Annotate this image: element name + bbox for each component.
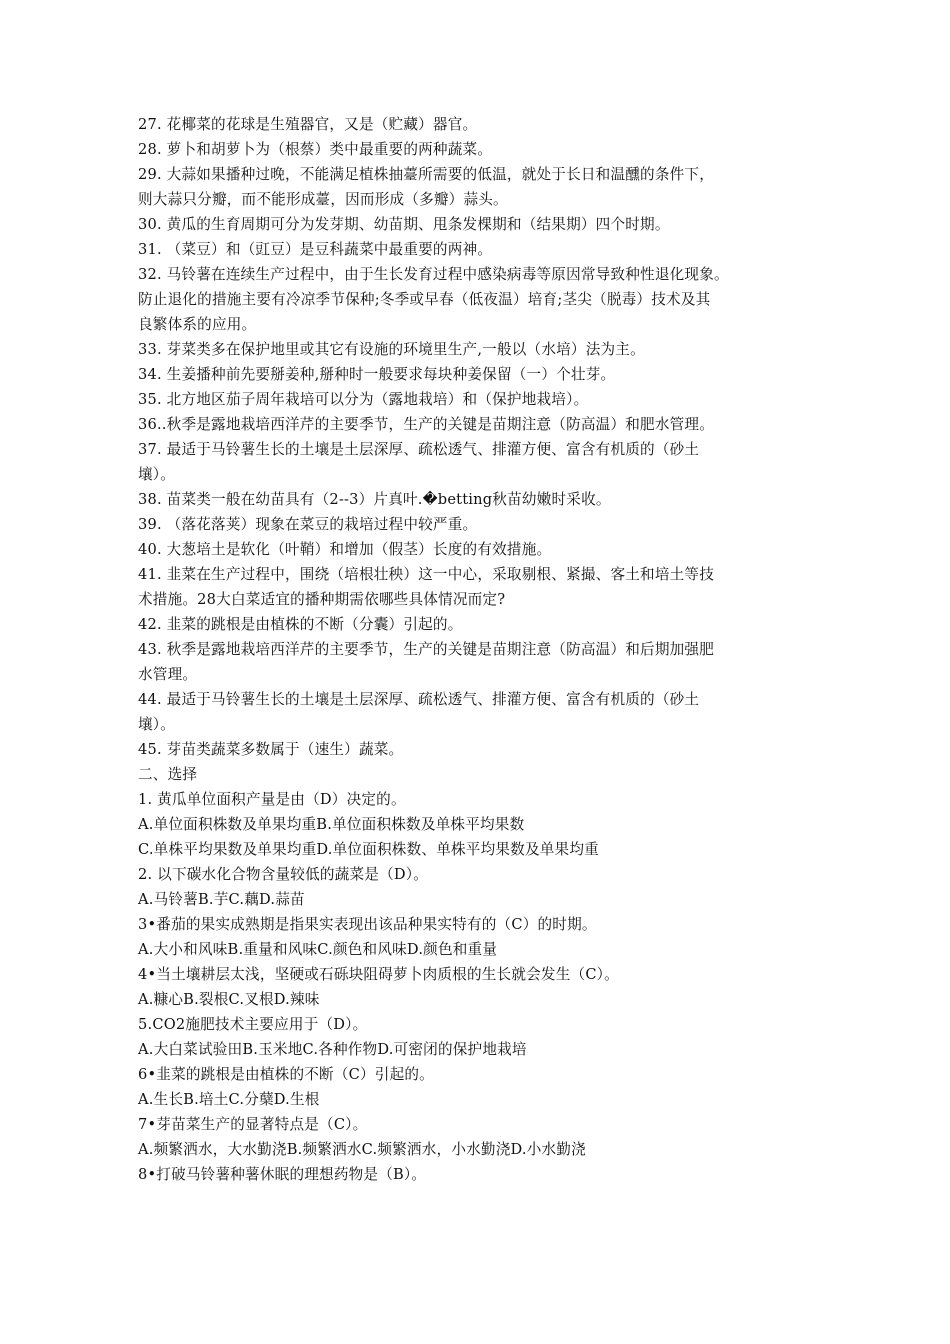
- document-body: [138, 112, 828, 1187]
- question-line: 7•芽苗菜生产的显著特点是（C）。: [138, 1116, 368, 1133]
- text-line: 37. 最适于马铃薯生长的土壤是土层深厚、疏松透气、排灌方便、富含有机质的（砂土: [138, 441, 700, 458]
- question-line: 3•番茄的果实成熟期是指果实表现出该品种果实特有的（C）的时期。: [138, 916, 597, 933]
- options-line: A.大白菜试验田B.玉米地C.各种作物D.可密闭的保护地栽培: [138, 1041, 527, 1058]
- text-line: 29. 大蒜如果播种过晚，不能满足植株抽薹所需要的低温，就处于长日和温醺的条件下，: [138, 166, 715, 183]
- text-line: 44. 最适于马铃薯生长的土壤是土层深厚、疏松透气、排灌方便、富含有机质的（砂土: [138, 691, 700, 708]
- question-line: 2. 以下碳水化合物含量较低的蔬菜是（D）。: [138, 866, 429, 883]
- text-line: 40. 大葱培土是软化（叶鞘）和增加（假茎）长度的有效措施。: [138, 541, 552, 558]
- options-line: A.生长B.培土C.分蘖D.生根: [138, 1091, 320, 1108]
- text-line: 42. 韭菜的跳根是由植株的不断（分囊）引起的。: [138, 616, 463, 633]
- text-line: 34. 生姜播种前先要掰姜种,掰种时一般要求每块种姜保留（一）个壮芽。: [138, 366, 616, 383]
- text-line: 35. 北方地区茄子周年栽培可以分为（露地栽培）和（保护地栽培）。: [138, 391, 589, 408]
- text-line: 30. 黄瓜的生育周期可分为发芽期、幼苗期、甩条发棵期和（结果期）四个时期。: [138, 216, 670, 233]
- text-line: 则大蒜只分瓣，而不能形成薹，因而形成（多瓣）蒜头。: [138, 191, 508, 208]
- text-line: 45. 芽苗类蔬菜多数属于（速生）蔬菜。: [138, 741, 404, 758]
- question-line: 5.CO2施肥技术主要应用于（D）。: [138, 1016, 368, 1033]
- text-line: 水管理。: [138, 666, 198, 683]
- options-line: A.频繁洒水，大水勤浇B.频繁洒水C.频繁洒水，小水勤浇D.小水勤浇: [138, 1141, 586, 1158]
- text-line: 27. 花椰菜的花球是生殖器官，又是（贮藏）器官。: [138, 116, 478, 133]
- text-line: 33. 芽菜类多在保护地里或其它有设施的环境里生产,一般以（水培）法为主。: [138, 341, 645, 358]
- text-line: 防止退化的措施主要有冷凉季节保种;冬季或早春（低夜温）培育;茎尖（脱毒）技术及其: [138, 291, 711, 308]
- text-line: 壤）。: [138, 466, 176, 483]
- options-line: A.单位面积株数及单果均重B.单位面积株数及单株平均果数: [138, 816, 525, 833]
- options-line: C.单株平均果数及单果均重D.单位面积株数、单株平均果数及单果均重: [138, 841, 599, 858]
- question-line: 8•打破马铃薯种薯休眠的理想药物是（B）。: [138, 1166, 427, 1183]
- text-line: 38. 苗菜类一般在幼苗具有（2--3）片真叶.�betting秋苗幼嫩时采收。: [138, 491, 611, 508]
- text-line: 壤）。: [138, 716, 176, 733]
- text-line: 43. 秋季是露地栽培西洋芹的主要季节，生产的关键是苗期注意（防高温）和后期加强肥: [138, 641, 715, 658]
- options-line: A.大小和风味B.重量和风味C.颜色和风味D.颜色和重量: [138, 941, 498, 958]
- options-line: A.马铃薯B.芋C.藕D.蒜苗: [138, 891, 305, 908]
- question-line: 4•当土壤耕层太浅，坚硬或石砾块阻碍萝卜肉质根的生长就会发生（C）。: [138, 966, 619, 983]
- text-line: 31. （菜豆）和（豇豆）是豆科蔬菜中最重要的两神。: [138, 241, 493, 258]
- text-line: 良繁体系的应用。: [138, 316, 257, 333]
- text-line: 32. 马铃薯在连续生产过程中，由于生长发育过程中感染病毒等原因常导致种性退化现象。: [138, 266, 729, 283]
- question-line: 1. 黄瓜单位面积产量是由（D）决定的。: [138, 791, 406, 808]
- options-line: A.糠心B.裂根C.叉根D.辣味: [138, 991, 320, 1008]
- text-line: 术措施。28大白菜适宜的播种期需依哪些具体情况而定?: [138, 591, 506, 608]
- question-line: 6•韭菜的跳根是由植株的不断（C）引起的。: [138, 1066, 434, 1083]
- text-line: 36..秋季是露地栽培西洋芹的主要季节，生产的关键是苗期注意（防高温）和肥水管理。: [138, 416, 715, 433]
- section-heading: 二、选择: [138, 766, 198, 783]
- text-line: 39. （落花落荚）现象在菜豆的栽培过程中较严重。: [138, 516, 478, 533]
- text-line: 41. 韭菜在生产过程中，围绕（培根壮秧）这一中心，采取剔根、紧撮、客土和培土等技: [138, 566, 715, 583]
- text-line: 28. 萝卜和胡萝卜为（根蔡）类中最重要的两种蔬菜。: [138, 141, 493, 158]
